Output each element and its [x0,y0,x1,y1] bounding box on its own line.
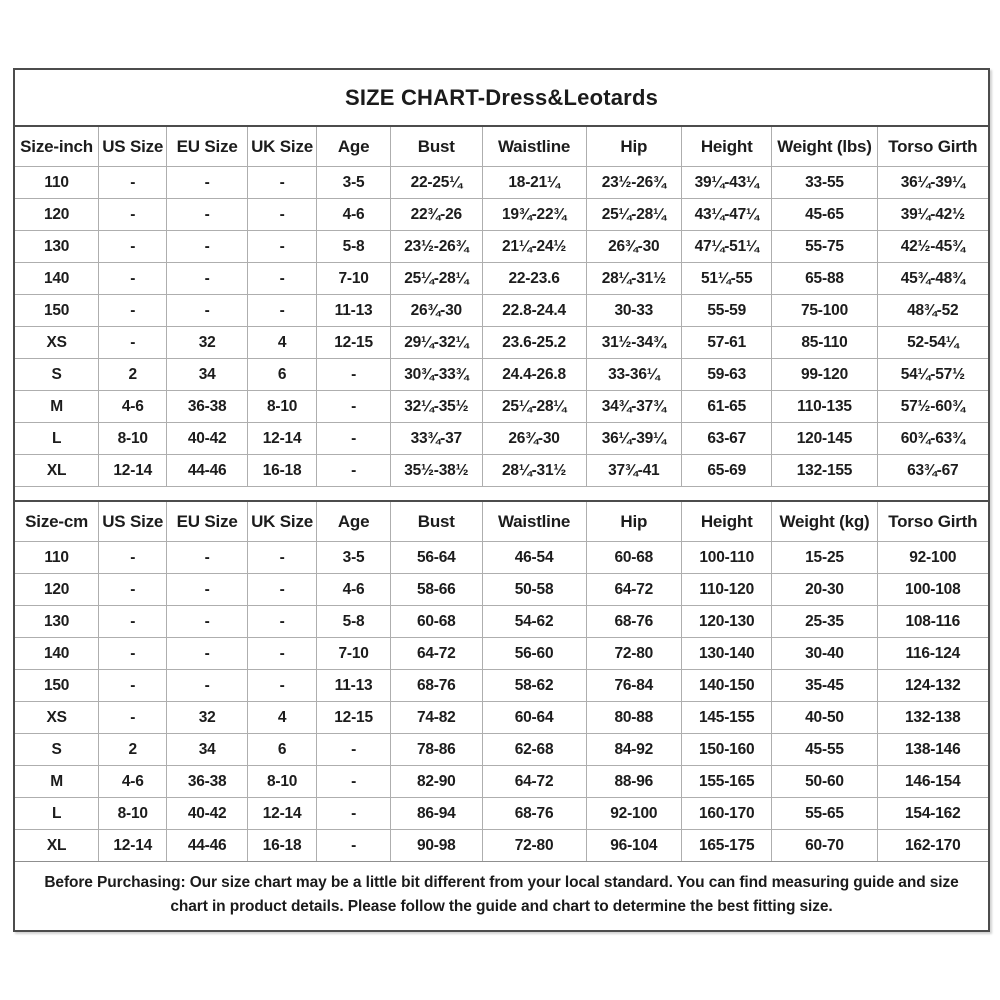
table-cell: 7-10 [317,263,391,295]
column-header: Height [681,501,771,542]
table-row [15,702,988,734]
table-cell: - [248,167,317,199]
table-cell: 110 [15,167,99,199]
column-header: Size-inch [15,127,99,167]
table-cell: 8-10 [99,798,167,830]
table-cell: - [167,574,248,606]
table-cell: S [15,734,99,766]
table-cell: 64-72 [391,638,482,670]
column-header: EU Size [167,127,248,167]
table-cell: - [99,167,167,199]
table-cell: 36-38 [167,766,248,798]
table-cell: - [167,231,248,263]
table-cell: 64-72 [586,574,681,606]
table-cell: - [99,295,167,327]
table-cell: 25-35 [772,606,877,638]
table-cell: 25¼-28¼ [482,391,586,423]
column-header: Torso Girth [877,501,988,542]
table-cell: M [15,766,99,798]
table-cell: 35½-38½ [391,455,482,487]
table-row [15,542,988,574]
column-header: EU Size [167,501,248,542]
table-cell: 150-160 [681,734,771,766]
table-cell: - [248,606,317,638]
table-cell: - [317,423,391,455]
table-cell: 59-63 [681,359,771,391]
table-gap [15,487,988,500]
table-cell: 92-100 [586,798,681,830]
table-cell: - [317,359,391,391]
table-cell: 82-90 [391,766,482,798]
table-cell: 4 [248,702,317,734]
table-cell: 34 [167,734,248,766]
table-row [15,766,988,798]
table-cell: 25¼-28¼ [586,199,681,231]
table-cell: 110-135 [772,391,877,423]
table-cell: 130-140 [681,638,771,670]
table-cell: 26¾-30 [391,295,482,327]
table-cell: - [317,734,391,766]
table-row [15,455,988,487]
table-cell: 48¾-52 [877,295,988,327]
column-header: Hip [586,501,681,542]
table-cell: 61-65 [681,391,771,423]
table-cell: - [99,606,167,638]
column-header: Hip [586,127,681,167]
table-cell: 160-170 [681,798,771,830]
table-cell: 12-14 [248,798,317,830]
table-cell: 4-6 [317,199,391,231]
table-cell: - [99,231,167,263]
table-cell: 92-100 [877,542,988,574]
column-header: Age [317,501,391,542]
column-header: Bust [391,127,482,167]
table-cell: 34 [167,359,248,391]
table-cell: 54¼-57½ [877,359,988,391]
table-cell: 58-62 [482,670,586,702]
table-cell: 8-10 [99,423,167,455]
table-cell: - [99,263,167,295]
table-cell: 40-42 [167,798,248,830]
table-cell: 4 [248,327,317,359]
table-cell: 33¾-37 [391,423,482,455]
table-row [15,359,988,391]
table-cell: 32 [167,702,248,734]
table-cell: 4-6 [99,391,167,423]
table-cell: - [167,638,248,670]
table-cell: 42½-45¾ [877,231,988,263]
table-cell: 18-21¼ [482,167,586,199]
table-cell: 65-69 [681,455,771,487]
table-row [15,574,988,606]
table-cell: 72-80 [482,830,586,862]
table-cell: - [248,638,317,670]
table-cell: - [99,327,167,359]
table-cell: 34¾-37¾ [586,391,681,423]
table-cell: 39¼-43¼ [681,167,771,199]
table-cell: 8-10 [248,391,317,423]
table-cell: 22-23.6 [482,263,586,295]
table-cell: 30-33 [586,295,681,327]
table-cell: 130 [15,606,99,638]
table-cell: 120 [15,199,99,231]
table-cell: 35-45 [772,670,877,702]
table-cell: 145-155 [681,702,771,734]
table-cell: - [167,263,248,295]
table-cell: 5-8 [317,231,391,263]
table-cell: 3-5 [317,167,391,199]
table-row [15,606,988,638]
table-cell: 110 [15,542,99,574]
table-cell: - [248,295,317,327]
table-row [15,167,988,199]
table-cell: 25¼-28¼ [391,263,482,295]
table-cell: 11-13 [317,670,391,702]
table-cell: 116-124 [877,638,988,670]
table-cell: XL [15,830,99,862]
table-cell: 50-60 [772,766,877,798]
table-cell: 2 [99,359,167,391]
table-cell: 55-75 [772,231,877,263]
table-cell: - [248,542,317,574]
table-cell: 5-8 [317,606,391,638]
table-cell: 24.4-26.8 [482,359,586,391]
table-cell: - [167,295,248,327]
column-header: UK Size [248,501,317,542]
table-cell: - [248,670,317,702]
table-cell: - [99,542,167,574]
column-header: Waistline [482,501,586,542]
table-cell: 132-138 [877,702,988,734]
table-cell: 45¾-48¾ [877,263,988,295]
table-cell: - [167,606,248,638]
table-cell: 63-67 [681,423,771,455]
table-cell: - [317,766,391,798]
table-cell: - [248,574,317,606]
table-cell: 23½-26¾ [391,231,482,263]
table-cell: 26¾-30 [586,231,681,263]
table-cell: 4-6 [317,574,391,606]
table-cell: 16-18 [248,830,317,862]
column-header: Waistline [482,127,586,167]
table-cell: 62-68 [482,734,586,766]
table-cell: 140 [15,638,99,670]
table-cell: 45-55 [772,734,877,766]
table-cell: 60-68 [391,606,482,638]
table-cell: 3-5 [317,542,391,574]
table-cell: 11-13 [317,295,391,327]
table-cell: 31½-34¾ [586,327,681,359]
table-cell: 138-146 [877,734,988,766]
table-cell: 32¼-35½ [391,391,482,423]
table-cell: M [15,391,99,423]
table-cell: 96-104 [586,830,681,862]
table-cell: 60¾-63¾ [877,423,988,455]
table-cell: 15-25 [772,542,877,574]
table-cell: - [317,830,391,862]
size-table-inch [15,127,988,487]
table-cell: 132-155 [772,455,877,487]
table-cell: 6 [248,359,317,391]
table-cell: 37¾-41 [586,455,681,487]
table-cell: 22¾-26 [391,199,482,231]
header-row [15,501,988,542]
table-cell: 55-59 [681,295,771,327]
table-cell: 68-76 [586,606,681,638]
table-cell: 43¼-47¼ [681,199,771,231]
table-cell: 124-132 [877,670,988,702]
table-cell: 12-14 [248,423,317,455]
table-cell: 110-120 [681,574,771,606]
table-cell: - [99,638,167,670]
column-header: Bust [391,501,482,542]
table-row [15,798,988,830]
table-cell: 120-145 [772,423,877,455]
table-cell: 78-86 [391,734,482,766]
table-row [15,295,988,327]
table-cell: 12-15 [317,327,391,359]
table-cell: 51¼-55 [681,263,771,295]
table-row [15,734,988,766]
table-cell: XL [15,455,99,487]
table-cell: 45-65 [772,199,877,231]
table-row [15,199,988,231]
table-cell: 108-116 [877,606,988,638]
table-cell: 46-54 [482,542,586,574]
table-cell: 30-40 [772,638,877,670]
column-header: US Size [99,501,167,542]
table-cell: 99-120 [772,359,877,391]
table-cell: 162-170 [877,830,988,862]
table-row [15,263,988,295]
table-cell: 44-46 [167,830,248,862]
table-row [15,391,988,423]
table-cell: 50-58 [482,574,586,606]
table-cell: 140 [15,263,99,295]
table-cell: - [167,167,248,199]
table-cell: 47¼-51¼ [681,231,771,263]
table-cell: 23½-26¾ [586,167,681,199]
size-table-cm [15,500,988,861]
column-header: Age [317,127,391,167]
table-cell: 32 [167,327,248,359]
table-cell: 120 [15,574,99,606]
table-cell: 65-88 [772,263,877,295]
column-header: UK Size [248,127,317,167]
table-cell: 33-36¼ [586,359,681,391]
table-cell: - [167,542,248,574]
table-cell: 22-25¼ [391,167,482,199]
column-header: Weight (kg) [772,501,877,542]
table-cell: 28¼-31½ [482,455,586,487]
table-cell: XS [15,327,99,359]
table-cell: 75-100 [772,295,877,327]
footer-note: Before Purchasing: Our size chart may be a little bit different from your local standard. You can find measuring guide and size chart in product details. Please follow the guide and chart to determine the best fitting size. [15,861,988,930]
table-cell: 22.8-24.4 [482,295,586,327]
table-row [15,327,988,359]
header-row [15,127,988,167]
table-row [15,231,988,263]
table-cell: - [167,670,248,702]
table-cell: 63¾-67 [877,455,988,487]
table-cell: 33-55 [772,167,877,199]
table-cell: - [99,574,167,606]
table-cell: 54-62 [482,606,586,638]
table-cell: 39¼-42½ [877,199,988,231]
table-cell: 146-154 [877,766,988,798]
table-cell: 12-15 [317,702,391,734]
table-cell: 57-61 [681,327,771,359]
column-header: Height [681,127,771,167]
table-row [15,830,988,862]
table-cell: XS [15,702,99,734]
table-row [15,423,988,455]
table-cell: 20-30 [772,574,877,606]
table-cell: 68-76 [391,670,482,702]
table-cell: - [248,231,317,263]
table-cell: 44-46 [167,455,248,487]
table-cell: 140-150 [681,670,771,702]
table-cell: 72-80 [586,638,681,670]
table-cell: 84-92 [586,734,681,766]
table-cell: 100-108 [877,574,988,606]
table-cell: 40-50 [772,702,877,734]
table-cell: 36-38 [167,391,248,423]
table-cell: 55-65 [772,798,877,830]
table-cell: 16-18 [248,455,317,487]
table-cell: 68-76 [482,798,586,830]
table-cell: 8-10 [248,766,317,798]
column-header: Size-cm [15,501,99,542]
table-cell: 36¼-39¼ [877,167,988,199]
table-cell: 12-14 [99,455,167,487]
table-cell: 60-70 [772,830,877,862]
table-cell: 80-88 [586,702,681,734]
table-cell: 12-14 [99,830,167,862]
table-cell: 154-162 [877,798,988,830]
column-header: US Size [99,127,167,167]
table-cell: 60-64 [482,702,586,734]
table-cell: 60-68 [586,542,681,574]
table-cell: 7-10 [317,638,391,670]
table-cell: 52-54¼ [877,327,988,359]
table-cell: 6 [248,734,317,766]
table-cell: 76-84 [586,670,681,702]
table-row [15,638,988,670]
column-header: Torso Girth [877,127,988,167]
table-cell: 85-110 [772,327,877,359]
table-cell: - [317,798,391,830]
table-cell: 56-60 [482,638,586,670]
table-cell: - [248,263,317,295]
table-cell: 2 [99,734,167,766]
table-cell: 150 [15,670,99,702]
table-cell: L [15,798,99,830]
table-cell: 23.6-25.2 [482,327,586,359]
table-cell: 100-110 [681,542,771,574]
table-cell: - [317,455,391,487]
table-cell: 30¾-33¾ [391,359,482,391]
table-cell: 56-64 [391,542,482,574]
table-cell: - [167,199,248,231]
table-cell: 130 [15,231,99,263]
table-cell: 26¾-30 [482,423,586,455]
table-cell: L [15,423,99,455]
table-cell: - [99,199,167,231]
table-cell: 57½-60¾ [877,391,988,423]
size-chart-sheet [13,68,990,932]
table-cell: 64-72 [482,766,586,798]
table-row [15,670,988,702]
table-cell: 74-82 [391,702,482,734]
table-cell: 90-98 [391,830,482,862]
table-cell: 21¼-24½ [482,231,586,263]
table-cell: - [317,391,391,423]
table-cell: S [15,359,99,391]
table-cell: 165-175 [681,830,771,862]
table-cell: 155-165 [681,766,771,798]
table-cell: - [99,702,167,734]
table-cell: 86-94 [391,798,482,830]
table-cell: 120-130 [681,606,771,638]
table-cell: - [248,199,317,231]
table-cell: 29¼-32¼ [391,327,482,359]
table-cell: - [99,670,167,702]
table-cell: 19¾-22¾ [482,199,586,231]
table-cell: 28¼-31½ [586,263,681,295]
table-cell: 150 [15,295,99,327]
table-cell: 40-42 [167,423,248,455]
size-chart-title: SIZE CHART-Dress&Leotards [15,70,988,127]
table-cell: 4-6 [99,766,167,798]
table-cell: 88-96 [586,766,681,798]
column-header: Weight (lbs) [772,127,877,167]
table-cell: 36¼-39¼ [586,423,681,455]
table-cell: 58-66 [391,574,482,606]
